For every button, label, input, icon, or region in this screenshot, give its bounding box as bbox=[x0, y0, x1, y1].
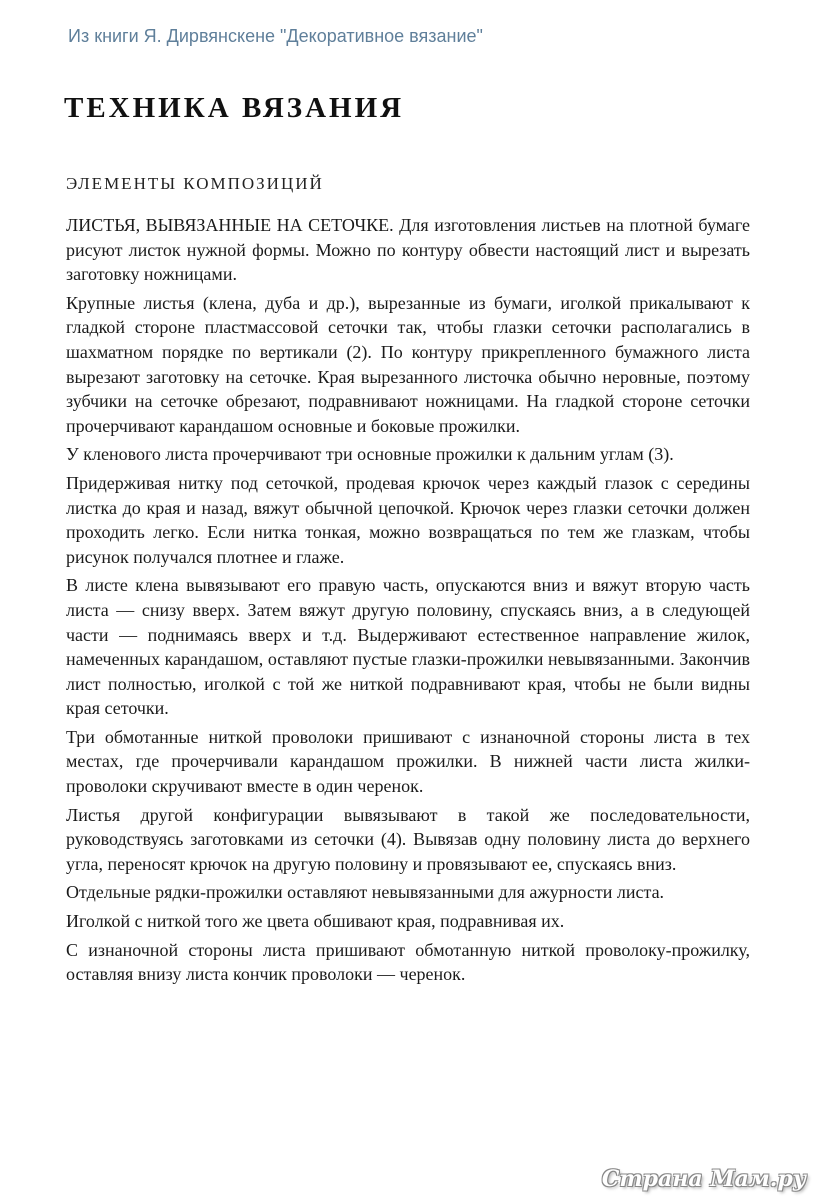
body-text bbox=[66, 213, 750, 991]
site-watermark: Страна Мам.ру bbox=[601, 1166, 806, 1192]
paragraph: Листья другой конфигурации вывязывают в такой же последовательности, руководствуясь заготовками из сеточки (4). Вывязав одну половину листа до верхнего угла, переносят крючок на другую половину и провязывают ее, спускаясь вниз. bbox=[66, 804, 750, 874]
paragraph: В листе клена вывязывают его правую часть, опускаются вниз и вяжут вторую часть листа — снизу вверх. Затем вяжут другую половину, спускаясь вниз, а в следующей части — поднимаясь вверх и т.д. Выдерживают естественное направление жилок, намеченных карандашом, оставляют пустые глазки-прожилки невывязанными. Закончив лист полностью, иголкой с той же ниткой подравнивают края, чтобы не были видны края сеточки. bbox=[66, 575, 750, 719]
section-subtitle: ЭЛЕМЕНТЫ КОМПОЗИЦИЙ bbox=[66, 174, 324, 193]
source-caption: Из книги Я. Дирвянскене "Декоративное вязание" bbox=[68, 26, 483, 46]
paragraph: Придерживая нитку под сеточкой, продевая крючок через каждый глазок с середины листка до края и назад, вяжут обычной цепочкой. Крючок через глазки сеточки должен проходить легко. Если нитка тонкая, можно возвращаться по тем же глазкам, чтобы рисунок получался плотнее и глаже. bbox=[66, 472, 750, 567]
paragraph: ЛИСТЬЯ, ВЫВЯЗАННЫЕ НА СЕТОЧКЕ. Для изготовления листьев на плотной бумаге рисуют листок нужной формы. Можно по контуру обвести настоящий лист и вырезать заготовку ножницами. bbox=[66, 215, 750, 285]
paragraph: С изнаночной стороны листа пришивают обмотанную ниткой проволоку-прожилку, оставляя внизу листа кончик проволоки — черенок. bbox=[66, 939, 750, 985]
paragraph: Крупные листья (клена, дуба и др.), вырезанные из бумаги, иголкой прикалывают к гладкой стороне пластмассовой сеточки так, чтобы глазки сеточки располагались в шахматном порядке по вертикали (2). По контуру прикрепленного бумажного листа вырезают заготовку на сеточке. Края вырезанного листочка обычно неровные, поэтому зубчики на сеточке обрезают, подравнивают ножницами. На гладкой стороне сеточки прочерчивают карандашом основные и боковые прожилки. bbox=[66, 292, 750, 436]
paragraph: У кленового листа прочерчивают три основные прожилки к дальним углам (3). bbox=[66, 444, 674, 465]
page-title: ТЕХНИКА ВЯЗАНИЯ bbox=[64, 92, 405, 124]
paragraph: Иголкой с ниткой того же цвета обшивают края, подравнивая их. bbox=[66, 911, 565, 932]
paragraph: Три обмотанные ниткой проволоки пришивают с изнаночной стороны листа в тех местах, где прочерчивали карандашом прожилки. В нижней части листа жилки-проволоки скручивают вместе в один черенок. bbox=[66, 726, 750, 797]
paragraph: Отдельные рядки-прожилки оставляют невывязанными для ажурности листа. bbox=[66, 882, 665, 903]
